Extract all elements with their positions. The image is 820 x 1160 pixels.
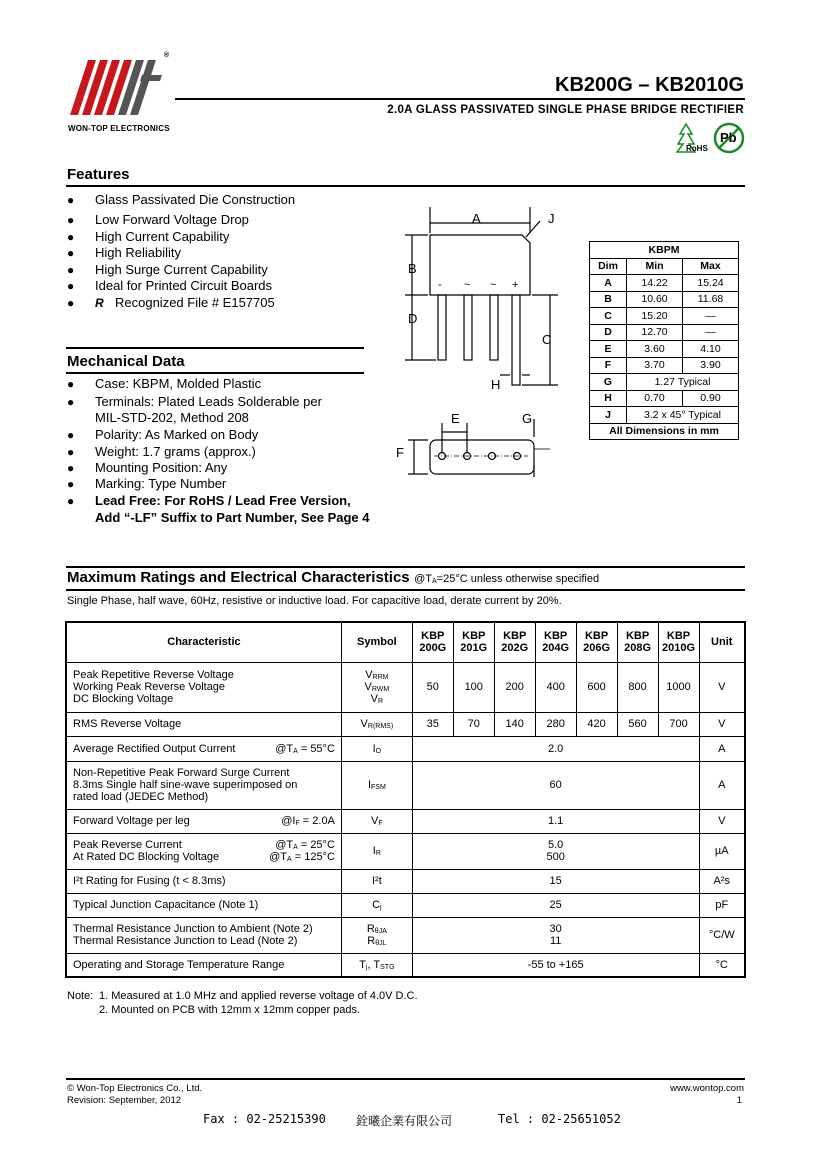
table-row: Typical Junction Capacitance (Note 1) $C_j$ 25 pF <box>66 893 745 917</box>
header-part: KBP 204G <box>535 622 576 662</box>
table-row: Thermal Resistance Junction to Ambient (Note 2) Thermal Resistance Junction to Lead (Note 2) $R_{\theta JA}$ $R_{\theta JL}$ 30 11 °C/W <box>66 917 745 953</box>
header-part: KBP 201G <box>453 622 494 662</box>
features-rule <box>66 185 745 187</box>
fax-number: Fax : 02-25215390 <box>203 1112 326 1126</box>
note-2: 2. Mounted on PCB with 12mm x 12mm copper pads. <box>99 1004 361 1016</box>
pin-label: ~ <box>490 279 497 291</box>
ul-icon: R <box>95 296 104 310</box>
dim-label-c: C <box>542 332 552 347</box>
pin-label: ~ <box>464 279 471 291</box>
header-part: KBP 2010G <box>658 622 699 662</box>
dim-row: E 3.60 4.10 <box>590 341 739 358</box>
table-row: Peak Reverse Current At Rated DC Blocking Voltage $@T_A = 25^\circ C$ $@T_A = 125^\circ C$ $I_R$ 5.0 500 µA <box>66 833 745 869</box>
header-symbol: Symbol <box>341 622 412 662</box>
company-name: WON-TOP ELECTRONICS <box>68 124 170 133</box>
ratings-rule-top <box>66 566 745 568</box>
dim-row: D 12.70 — <box>590 324 739 341</box>
dim-row: F 3.70 3.90 <box>590 357 739 374</box>
company-name-cn: 銓曦企業有限公司 <box>356 1114 453 1128</box>
website-link[interactable]: www.wontop.com <box>670 1083 744 1094</box>
dimension-table <box>589 241 739 440</box>
pin-label: - <box>438 279 442 291</box>
dim-table-package: KBPM <box>590 242 739 259</box>
footer-rule <box>66 1078 745 1080</box>
dim-label-a: A <box>472 211 481 226</box>
header-part: KBP 208G <box>617 622 658 662</box>
ratings-title-row <box>67 569 599 587</box>
header-unit: Unit <box>699 622 745 662</box>
title-rule <box>175 98 745 100</box>
table-row: RMS Reverse Voltage $V_{R(RMS)}$ 35 70 140 280 420 560 700 V <box>66 712 745 736</box>
dim-label-e: E <box>451 411 460 426</box>
ratings-title: Maximum Ratings and Electrical Characteristics <box>67 569 410 586</box>
ratings-table <box>65 621 746 978</box>
note-1: 1. Measured at 1.0 MHz and applied reverse voltage of 4.0V D.C. <box>99 990 418 1002</box>
pb-free-icon <box>713 122 745 154</box>
rohs-icon <box>676 122 710 156</box>
table-row: I²t Rating for Fusing (t < 8.3ms) I²t 15 A²s <box>66 869 745 893</box>
dim-label-j: J <box>548 211 555 226</box>
dim-label-f: F <box>396 445 404 460</box>
part-range-title: KB200G – KB2010G <box>555 74 744 96</box>
table-row: Non-Repetitive Peak Forward Surge Current 8.3ms Single half sine-wave superimposed on rated load (JEDEC Method) $I_{FSM}$ 60 A <box>66 761 745 809</box>
copyright: © Won-Top Electronics Co., Ltd. <box>67 1083 203 1094</box>
revision: Revision: September, 2012 <box>67 1095 182 1106</box>
page-number: 1 <box>736 1095 742 1106</box>
table-row: Forward Voltage per leg $@I_F = 2.0A$ $V_F$ 1.1 V <box>66 809 745 833</box>
dim-row: A 14.22 15.24 <box>590 275 739 292</box>
table-header-row <box>66 622 745 662</box>
header-part: KBP 200G <box>412 622 453 662</box>
dim-label-g: G <box>522 411 533 426</box>
table-row: Average Rectified Output Current $@T_A = 55^\circ C$ $I_O$ 2.0 A <box>66 736 745 761</box>
dim-table-header: Dim <box>590 258 627 275</box>
notes-label: Note: <box>67 990 94 1002</box>
logo-graphic <box>68 55 168 123</box>
dim-table-header: Max <box>683 258 739 275</box>
tel-number: Tel : 02-25651052 <box>498 1112 621 1126</box>
ratings-condition: $@T_A=25^\circ C$ unless otherwise specified <box>414 573 600 585</box>
header-part: KBP 206G <box>576 622 617 662</box>
mechanical-rule-top <box>66 347 364 349</box>
dim-row: B 10.60 11.68 <box>590 291 739 308</box>
rohs-label: RoHS <box>686 144 708 153</box>
company-logo <box>68 55 168 123</box>
dim-label-b: B <box>408 261 417 276</box>
header-characteristic: Characteristic <box>66 622 341 662</box>
package-diagram <box>390 205 565 485</box>
registered-mark: ® <box>164 52 170 59</box>
table-row: Operating and Storage Temperature Range $T_j$, $T_{STG}$ -55 to +165 °C <box>66 953 745 977</box>
dim-label-d: D <box>408 311 418 326</box>
pb-label: Pb <box>720 130 737 145</box>
dim-row: C 15.20 — <box>590 308 739 325</box>
dim-row: H 0.70 0.90 <box>590 390 739 407</box>
features-title: Features <box>67 166 130 183</box>
dim-row: G 1.27 Typical <box>590 374 739 391</box>
dim-row: J 3.2 x 45° Typical <box>590 407 739 424</box>
ratings-note-line: Single Phase, half wave, 60Hz, resistive or inductive load. For capacitive load, derate current by 20%. <box>67 595 562 607</box>
dim-table-header: Min <box>627 258 683 275</box>
mechanical-title: Mechanical Data <box>67 353 185 370</box>
table-row: Peak Repetitive Reverse Voltage Working Peak Reverse Voltage DC Blocking Voltage $V_{RRM}$ $V_{RWM}$ $V_R$ 50 100 200 400 600 800 1000 V <box>66 662 745 712</box>
pin-label: + <box>512 279 519 291</box>
dim-table-footer: All Dimensions in mm <box>590 423 739 440</box>
dim-label-h: H <box>491 377 501 392</box>
mechanical-rule <box>66 372 364 374</box>
ratings-rule <box>66 589 745 591</box>
part-description: 2.0A GLASS PASSIVATED SINGLE PHASE BRIDGE RECTIFIER <box>387 104 744 116</box>
header-part: KBP 202G <box>494 622 535 662</box>
